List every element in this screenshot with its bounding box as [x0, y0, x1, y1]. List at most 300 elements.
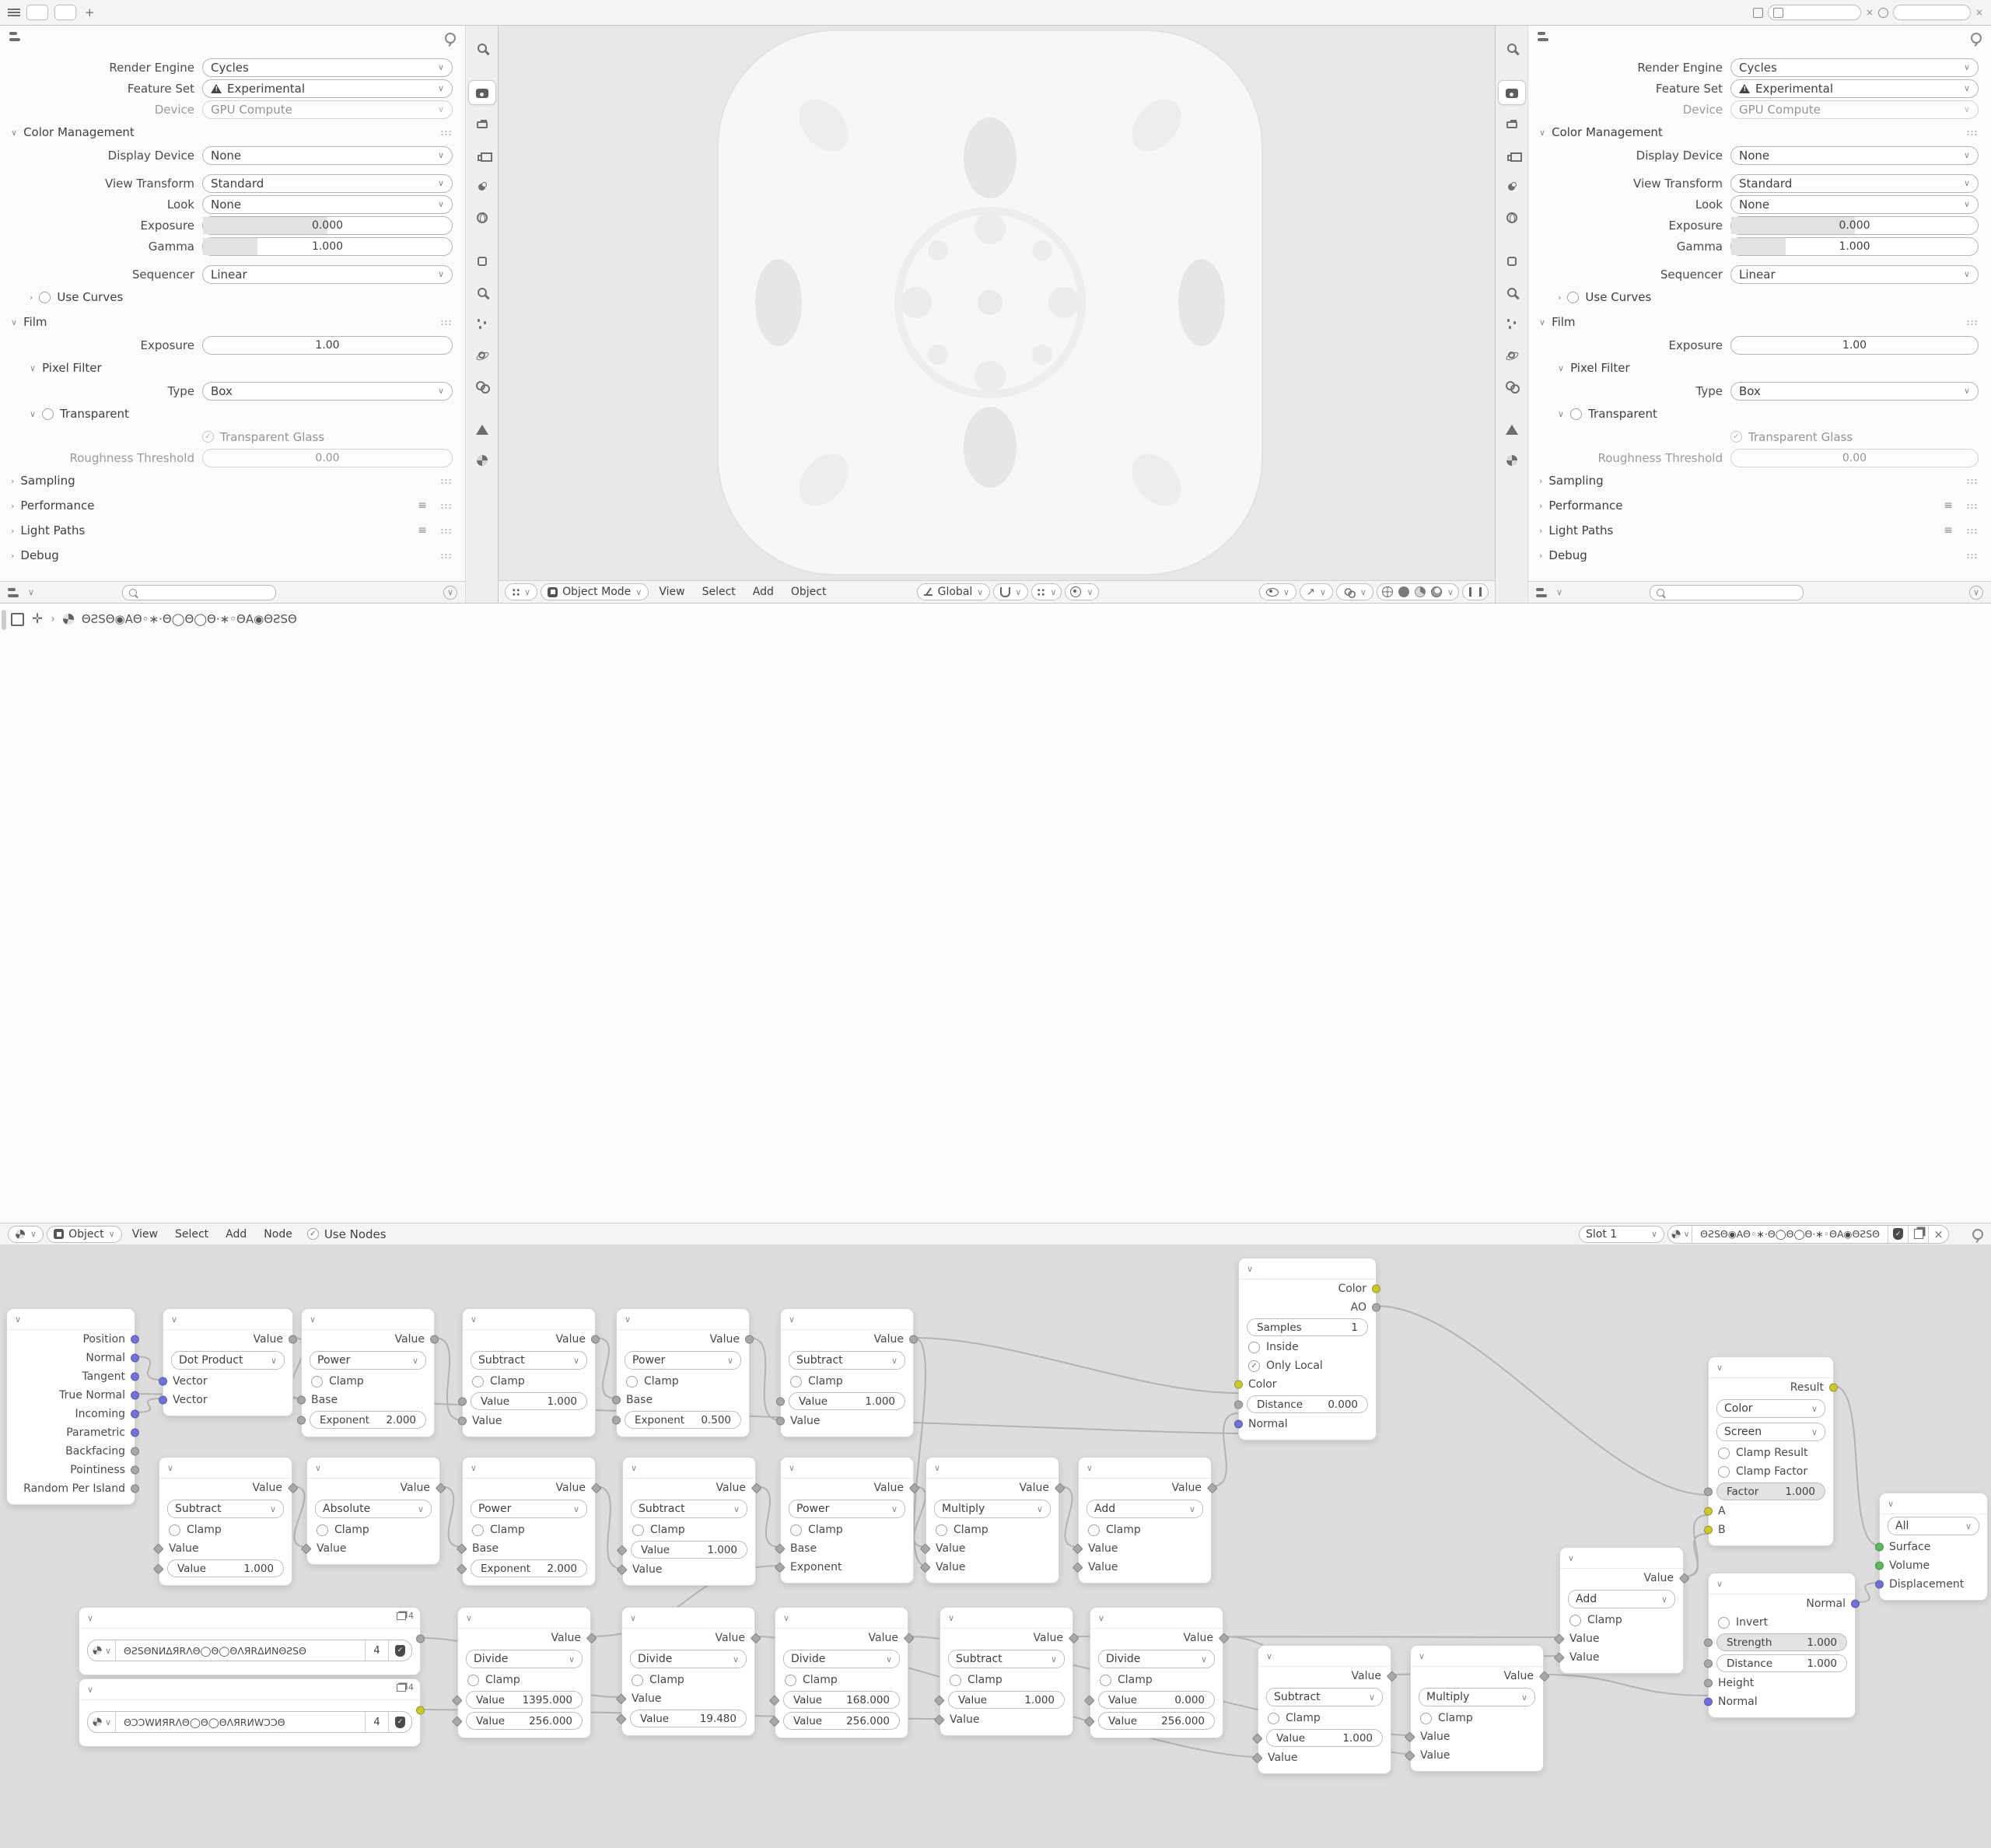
- value-field[interactable]: [471, 1559, 587, 1577]
- value-field[interactable]: [1247, 1395, 1368, 1413]
- fake-user-toggle[interactable]: [1888, 1226, 1908, 1243]
- material-browse-dropdown[interactable]: ∨: [1668, 1226, 1692, 1243]
- tab-output[interactable]: [1499, 113, 1525, 136]
- node-math-multiply-a[interactable]: [926, 1457, 1059, 1584]
- socket[interactable]: [1875, 1543, 1884, 1552]
- unlink-view-layer-icon[interactable]: ×: [1975, 7, 1983, 18]
- scrollbar[interactable]: [2, 610, 6, 630]
- search-input[interactable]: [1650, 585, 1804, 600]
- tab-tool[interactable]: [469, 37, 495, 60]
- checkbox[interactable]: [1567, 292, 1579, 303]
- socket[interactable]: [591, 1482, 601, 1493]
- checkbox[interactable]: [1718, 1447, 1730, 1459]
- node-header[interactable]: [7, 1309, 135, 1330]
- operation-select[interactable]: [1266, 1688, 1383, 1706]
- socket[interactable]: [1875, 1580, 1884, 1589]
- node-header[interactable]: [940, 1608, 1072, 1629]
- texture-name-field[interactable]: ΘƆƆWИЯRΛΘ◯Θ◯ΘΛЯRИWƆƆΘ: [124, 1716, 285, 1728]
- panel-section-pixel-filter[interactable]: [1528, 355, 1991, 380]
- socket[interactable]: [1084, 1716, 1094, 1726]
- panel-section-sampling[interactable]: [0, 468, 465, 493]
- shading-material-icon[interactable]: [1415, 586, 1426, 597]
- tab-physics[interactable]: [469, 343, 495, 366]
- value-field[interactable]: [630, 1710, 747, 1727]
- socket[interactable]: [909, 1482, 919, 1493]
- show-object-types-dropdown[interactable]: ∨: [1259, 583, 1296, 600]
- checkbox[interactable]: [1569, 1615, 1581, 1626]
- select-device[interactable]: [202, 100, 453, 119]
- operation-select[interactable]: [630, 1650, 747, 1668]
- socket[interactable]: [1704, 1679, 1713, 1688]
- socket[interactable]: [1405, 1731, 1415, 1741]
- node-math-divide-a[interactable]: [457, 1607, 591, 1738]
- socket[interactable]: [458, 1397, 467, 1405]
- select-device[interactable]: [1730, 100, 1979, 119]
- mode-selector[interactable]: Object Mode ∨: [541, 583, 649, 600]
- socket[interactable]: [1207, 1482, 1217, 1493]
- search-input[interactable]: [122, 585, 276, 600]
- checkbox[interactable]: [785, 1675, 796, 1686]
- operation-select[interactable]: [171, 1351, 285, 1370]
- operation-select[interactable]: [1568, 1590, 1675, 1608]
- select-sequencer[interactable]: [1730, 265, 1979, 284]
- socket[interactable]: [416, 1706, 425, 1715]
- node-math-absolute[interactable]: [306, 1457, 440, 1565]
- checkbox[interactable]: [1088, 1524, 1100, 1536]
- socket[interactable]: [934, 1695, 944, 1705]
- socket[interactable]: [1405, 1750, 1415, 1760]
- socket[interactable]: [775, 1562, 785, 1572]
- checkbox[interactable]: ✓: [1248, 1360, 1260, 1372]
- socket[interactable]: [1704, 1698, 1713, 1706]
- panel-section-performance[interactable]: [1528, 493, 1991, 518]
- operation-select[interactable]: [471, 1500, 587, 1518]
- node-material-output[interactable]: [1879, 1493, 1988, 1601]
- tab-particles[interactable]: [1499, 312, 1525, 335]
- socket[interactable]: [1829, 1384, 1838, 1392]
- number-exposure[interactable]: [1730, 336, 1979, 355]
- socket[interactable]: [1069, 1633, 1079, 1643]
- tab-constraints[interactable]: [1499, 374, 1525, 397]
- value-field[interactable]: [1716, 1482, 1825, 1500]
- editor-type-icon[interactable]: [1536, 588, 1548, 597]
- tab-view-layer[interactable]: [469, 144, 495, 167]
- socket[interactable]: [1072, 1543, 1083, 1553]
- filter-options-button[interactable]: ∨: [443, 586, 457, 600]
- node-header[interactable]: [159, 1458, 292, 1479]
- list-icon[interactable]: ≡: [418, 524, 426, 537]
- checkbox[interactable]: ✓: [202, 431, 214, 443]
- menu-add[interactable]: Add: [752, 586, 774, 598]
- node-header[interactable]: [463, 1458, 595, 1479]
- checkbox[interactable]: ✓: [1730, 431, 1742, 443]
- tab-physics[interactable]: [1499, 343, 1525, 366]
- select-render-engine[interactable]: [1730, 58, 1979, 77]
- node-math-divide-d[interactable]: [1090, 1607, 1223, 1738]
- operation-select[interactable]: [310, 1351, 426, 1370]
- shading-rendered-icon[interactable]: [1431, 586, 1442, 597]
- value-field[interactable]: [783, 1691, 900, 1709]
- snap-toggle[interactable]: ∨: [993, 583, 1028, 600]
- checkbox[interactable]: ✓: [307, 1228, 319, 1240]
- panel-section-color-management[interactable]: [0, 120, 465, 145]
- operation-select[interactable]: [1086, 1500, 1203, 1518]
- socket[interactable]: [776, 1417, 785, 1426]
- socket[interactable]: [769, 1716, 779, 1726]
- slider-exposure[interactable]: [202, 216, 453, 235]
- panel-section-film[interactable]: [0, 310, 465, 334]
- node-image-texture-a[interactable]: [79, 1607, 421, 1675]
- material-slot-selector[interactable]: Slot 1 ∨: [1579, 1226, 1664, 1243]
- filter-options-button[interactable]: ∨: [1969, 586, 1983, 600]
- operation-select[interactable]: [1716, 1399, 1825, 1418]
- node-header[interactable]: [1239, 1258, 1376, 1279]
- checkbox[interactable]: [632, 1524, 644, 1536]
- tab-constraints[interactable]: [469, 374, 495, 397]
- menu-view[interactable]: View: [659, 586, 685, 598]
- checkbox[interactable]: [790, 1524, 802, 1536]
- select-view-transform[interactable]: [202, 174, 453, 193]
- socket[interactable]: [1072, 1562, 1083, 1572]
- node-header[interactable]: [1709, 1573, 1855, 1594]
- node-header[interactable]: [463, 1309, 595, 1330]
- use-nodes-toggle[interactable]: [307, 1227, 387, 1241]
- node-header[interactable]: [623, 1458, 755, 1479]
- menu-add[interactable]: Add: [226, 1227, 247, 1241]
- tab-scene[interactable]: [469, 175, 495, 198]
- node-header[interactable]: [1090, 1608, 1223, 1629]
- socket[interactable]: [909, 1335, 918, 1344]
- socket[interactable]: [617, 1545, 627, 1555]
- panel-section-sampling[interactable]: [1528, 468, 1991, 493]
- socket[interactable]: [131, 1485, 139, 1493]
- tab-particles[interactable]: [469, 312, 495, 335]
- socket[interactable]: [297, 1416, 306, 1424]
- operation-select[interactable]: [1098, 1650, 1215, 1668]
- tab-material[interactable]: [1499, 449, 1525, 472]
- socket[interactable]: [1387, 1671, 1397, 1681]
- node-math-multiply-b[interactable]: [1410, 1645, 1544, 1772]
- select-feature-set[interactable]: [202, 79, 453, 98]
- value-field[interactable]: [783, 1712, 900, 1730]
- node-header[interactable]: [1411, 1646, 1543, 1667]
- socket[interactable]: [457, 1563, 467, 1573]
- socket[interactable]: [751, 1482, 761, 1493]
- operation-select[interactable]: [783, 1650, 900, 1668]
- node-header[interactable]: [1709, 1357, 1833, 1378]
- list-icon[interactable]: ≡: [1944, 524, 1952, 537]
- socket[interactable]: [1851, 1600, 1860, 1608]
- tab-modifiers[interactable]: [1499, 281, 1525, 304]
- value-field[interactable]: [167, 1559, 284, 1577]
- panel-section-transparent[interactable]: [1528, 401, 1991, 426]
- list-icon[interactable]: ≡: [1944, 499, 1952, 512]
- socket[interactable]: [131, 1373, 139, 1381]
- select-sequencer[interactable]: [202, 265, 453, 284]
- select-feature-set[interactable]: [1730, 79, 1979, 98]
- node-math-power-c[interactable]: [462, 1457, 596, 1586]
- menu-node[interactable]: Node: [264, 1227, 292, 1241]
- material-name-field[interactable]: ΘƧSΘ◉AΘ◦∗·Θ◯Θ◯Θ·∗◦ΘA◉ΘƧSΘ: [1700, 1228, 1880, 1240]
- socket[interactable]: [1372, 1285, 1380, 1293]
- node-header[interactable]: [781, 1309, 913, 1330]
- socket[interactable]: [289, 1335, 297, 1344]
- checkbox[interactable]: [39, 292, 51, 303]
- node-math-add-a[interactable]: [1078, 1457, 1212, 1584]
- slider-gamma[interactable]: [1730, 237, 1979, 256]
- fake-user-toggle[interactable]: [388, 1712, 411, 1732]
- node-math-subtract-d[interactable]: [622, 1457, 756, 1586]
- tab-render[interactable]: [1498, 80, 1526, 105]
- socket[interactable]: [1252, 1752, 1262, 1762]
- socket[interactable]: [457, 1543, 467, 1553]
- new-material-button[interactable]: [1908, 1226, 1928, 1243]
- checkbox[interactable]: [1248, 1342, 1260, 1353]
- value-field[interactable]: [948, 1691, 1065, 1709]
- socket[interactable]: [430, 1335, 439, 1344]
- node-math-divide-c[interactable]: [775, 1607, 908, 1738]
- socket[interactable]: [131, 1354, 139, 1363]
- checkbox[interactable]: [632, 1675, 643, 1686]
- socket[interactable]: [776, 1397, 785, 1405]
- socket[interactable]: [1554, 1652, 1564, 1662]
- node-header[interactable]: [163, 1309, 292, 1330]
- editor-type-selector[interactable]: ∨: [8, 1226, 44, 1243]
- node-ambient-occlusion[interactable]: [1238, 1258, 1377, 1440]
- checkbox[interactable]: [467, 1675, 479, 1686]
- socket[interactable]: [131, 1447, 139, 1456]
- view-layer-selector[interactable]: [1893, 5, 1971, 20]
- checkbox[interactable]: [1570, 408, 1582, 420]
- value-field[interactable]: [466, 1691, 583, 1709]
- value-field[interactable]: [1098, 1712, 1215, 1730]
- node-header[interactable]: [926, 1458, 1058, 1479]
- material-selector[interactable]: [1667, 1225, 1949, 1244]
- node-header[interactable]: [307, 1458, 439, 1479]
- socket[interactable]: [617, 1564, 627, 1574]
- socket[interactable]: [904, 1633, 914, 1643]
- socket[interactable]: [436, 1482, 446, 1493]
- socket[interactable]: [1084, 1695, 1094, 1705]
- socket[interactable]: [616, 1693, 626, 1703]
- value-field[interactable]: [1247, 1318, 1368, 1336]
- socket[interactable]: [1704, 1487, 1713, 1496]
- operation-select[interactable]: [789, 1500, 905, 1518]
- checkbox[interactable]: [626, 1376, 638, 1388]
- node-header[interactable]: [458, 1608, 590, 1629]
- socket[interactable]: [131, 1335, 139, 1344]
- socket[interactable]: [1704, 1638, 1713, 1647]
- node-header[interactable]: [1258, 1646, 1391, 1667]
- node-math-power-a[interactable]: [301, 1308, 435, 1437]
- socket[interactable]: [159, 1396, 167, 1405]
- checkbox[interactable]: [472, 1524, 484, 1536]
- node-math-power-d[interactable]: [780, 1457, 914, 1584]
- socket[interactable]: [131, 1466, 139, 1475]
- checkbox[interactable]: [1100, 1675, 1111, 1686]
- checkbox[interactable]: [317, 1524, 328, 1536]
- socket[interactable]: [416, 1635, 425, 1643]
- menu-select[interactable]: Select: [174, 1227, 209, 1241]
- box-select-tool-icon[interactable]: [11, 613, 24, 626]
- tab-view-layer[interactable]: [1499, 144, 1525, 167]
- socket[interactable]: [751, 1633, 761, 1643]
- socket[interactable]: [612, 1396, 621, 1405]
- node-math-add-b[interactable]: [1559, 1547, 1684, 1674]
- node-math-divide-b[interactable]: [621, 1607, 755, 1736]
- socket[interactable]: [1234, 1400, 1243, 1409]
- texture-browse-dropdown[interactable]: [88, 1640, 116, 1661]
- value-field[interactable]: [631, 1541, 747, 1559]
- node-header[interactable]: [622, 1608, 754, 1629]
- slider-exposure[interactable]: [1730, 216, 1979, 235]
- checkbox[interactable]: [1420, 1713, 1432, 1724]
- socket[interactable]: [1219, 1633, 1229, 1643]
- socket[interactable]: [1679, 1573, 1689, 1583]
- pin-icon[interactable]: [1972, 1229, 1983, 1240]
- panel-section-debug[interactable]: [0, 543, 465, 568]
- menu-object[interactable]: Object: [790, 586, 827, 598]
- checkbox[interactable]: [950, 1675, 961, 1686]
- panel-section-light-paths[interactable]: [0, 518, 465, 543]
- checkbox[interactable]: [1718, 1466, 1730, 1478]
- tab-object[interactable]: [1499, 250, 1525, 273]
- node-geometry-input[interactable]: [6, 1308, 135, 1505]
- pause-render-button[interactable]: [1462, 583, 1489, 600]
- socket[interactable]: [934, 1714, 944, 1724]
- socket[interactable]: [159, 1377, 167, 1386]
- checkbox[interactable]: [42, 408, 54, 420]
- operation-select[interactable]: [1716, 1423, 1825, 1441]
- add-workspace-button[interactable]: +: [85, 5, 95, 19]
- node-mix-color[interactable]: [1708, 1356, 1834, 1546]
- value-field[interactable]: [466, 1712, 583, 1730]
- operation-select[interactable]: [167, 1500, 284, 1518]
- select-type[interactable]: [1730, 382, 1979, 401]
- select-look[interactable]: [1730, 195, 1979, 214]
- node-header[interactable]: [1560, 1548, 1683, 1569]
- socket[interactable]: [458, 1417, 467, 1426]
- value-field[interactable]: [625, 1411, 741, 1429]
- node-math-subtract-a[interactable]: [462, 1308, 596, 1437]
- operation-select[interactable]: [1888, 1517, 1979, 1535]
- socket[interactable]: [1055, 1482, 1065, 1493]
- socket[interactable]: [1704, 1507, 1713, 1516]
- tab-tool[interactable]: [1499, 37, 1525, 60]
- node-math-subtract-c[interactable]: [159, 1457, 292, 1586]
- value-field[interactable]: [1716, 1633, 1847, 1651]
- shading-solid-icon[interactable]: [1398, 586, 1409, 597]
- fake-user-toggle[interactable]: [388, 1640, 411, 1661]
- value-field[interactable]: [789, 1392, 905, 1410]
- socket[interactable]: [769, 1695, 779, 1705]
- checkbox[interactable]: [1718, 1617, 1730, 1629]
- node-header[interactable]: [1880, 1493, 1987, 1514]
- socket[interactable]: [591, 1335, 600, 1344]
- node-header[interactable]: [617, 1309, 749, 1330]
- socket[interactable]: [297, 1396, 306, 1405]
- tab-material[interactable]: [469, 449, 495, 472]
- shading-wireframe-icon[interactable]: [1382, 586, 1393, 597]
- tab-output[interactable]: [469, 113, 495, 136]
- tab-world[interactable]: [469, 206, 495, 229]
- operation-select[interactable]: [471, 1351, 587, 1370]
- select-view-transform[interactable]: [1730, 174, 1979, 193]
- viewport-3d[interactable]: [498, 26, 1496, 603]
- node-header[interactable]: [781, 1458, 913, 1479]
- value-field[interactable]: [471, 1392, 587, 1410]
- panel-section-film[interactable]: [1528, 310, 1991, 334]
- shading-mode-switcher[interactable]: ∨: [1377, 583, 1459, 600]
- value-field[interactable]: [1098, 1691, 1215, 1709]
- socket[interactable]: [920, 1562, 930, 1572]
- node-math-power-b[interactable]: [616, 1308, 750, 1437]
- editor-type-icon[interactable]: [8, 588, 20, 597]
- node-header[interactable]: [79, 1608, 420, 1629]
- number-roughness-threshold[interactable]: [202, 449, 453, 467]
- socket[interactable]: [1704, 1659, 1713, 1668]
- socket[interactable]: [1704, 1526, 1713, 1535]
- operation-select[interactable]: [631, 1500, 747, 1518]
- socket[interactable]: [745, 1335, 754, 1344]
- unlink-material-button[interactable]: [1928, 1226, 1948, 1243]
- texture-name-field[interactable]: ΘƧSΘNИΔЯRΛΘ◯Θ◯ΘΛЯRΔИNΘƧSΘ: [124, 1644, 306, 1657]
- panel-section-debug[interactable]: [1528, 543, 1991, 568]
- shader-type-selector[interactable]: Object ∨: [47, 1226, 122, 1243]
- select-display-device[interactable]: [1730, 146, 1979, 165]
- socket[interactable]: [1539, 1671, 1549, 1681]
- menu-view[interactable]: View: [131, 1227, 158, 1241]
- operation-select[interactable]: [789, 1351, 905, 1370]
- select-look[interactable]: [202, 195, 453, 214]
- unlink-scene-icon[interactable]: ×: [1865, 7, 1874, 18]
- socket[interactable]: [612, 1416, 621, 1424]
- transform-orientation-selector[interactable]: Global ∨: [917, 583, 991, 600]
- tab-object-data[interactable]: [1499, 418, 1525, 441]
- checkbox[interactable]: [936, 1524, 947, 1536]
- operation-select[interactable]: [948, 1650, 1065, 1668]
- socket[interactable]: [1875, 1562, 1884, 1570]
- operation-select[interactable]: [1419, 1688, 1535, 1706]
- node-math-subtract-b[interactable]: [780, 1308, 914, 1437]
- socket[interactable]: [616, 1713, 626, 1724]
- socket[interactable]: [452, 1716, 462, 1726]
- proportional-editing[interactable]: ∨: [1065, 583, 1098, 600]
- number-exposure[interactable]: [202, 336, 453, 355]
- tab-world[interactable]: [1499, 206, 1525, 229]
- socket[interactable]: [131, 1391, 139, 1400]
- checkbox[interactable]: [1268, 1713, 1279, 1724]
- texture-browse-dropdown[interactable]: [88, 1712, 116, 1732]
- panel-section-color-management[interactable]: [1528, 120, 1991, 145]
- number-roughness-threshold[interactable]: [1730, 449, 1979, 467]
- select-type[interactable]: [202, 382, 453, 401]
- value-field[interactable]: [310, 1411, 426, 1429]
- panel-section-use-curves[interactable]: [1528, 285, 1991, 310]
- checkbox[interactable]: [311, 1376, 323, 1388]
- socket[interactable]: [153, 1543, 163, 1553]
- socket[interactable]: [775, 1543, 785, 1553]
- node-header[interactable]: [1079, 1458, 1211, 1479]
- gizmos-dropdown[interactable]: ↗ ∨: [1300, 583, 1333, 600]
- node-header[interactable]: [775, 1608, 908, 1629]
- socket[interactable]: [586, 1633, 597, 1643]
- node-math-subtract-e[interactable]: [940, 1607, 1073, 1736]
- operation-select[interactable]: [466, 1650, 583, 1668]
- value-field[interactable]: [1716, 1654, 1847, 1672]
- socket[interactable]: [1554, 1633, 1564, 1643]
- checkbox[interactable]: [790, 1376, 802, 1388]
